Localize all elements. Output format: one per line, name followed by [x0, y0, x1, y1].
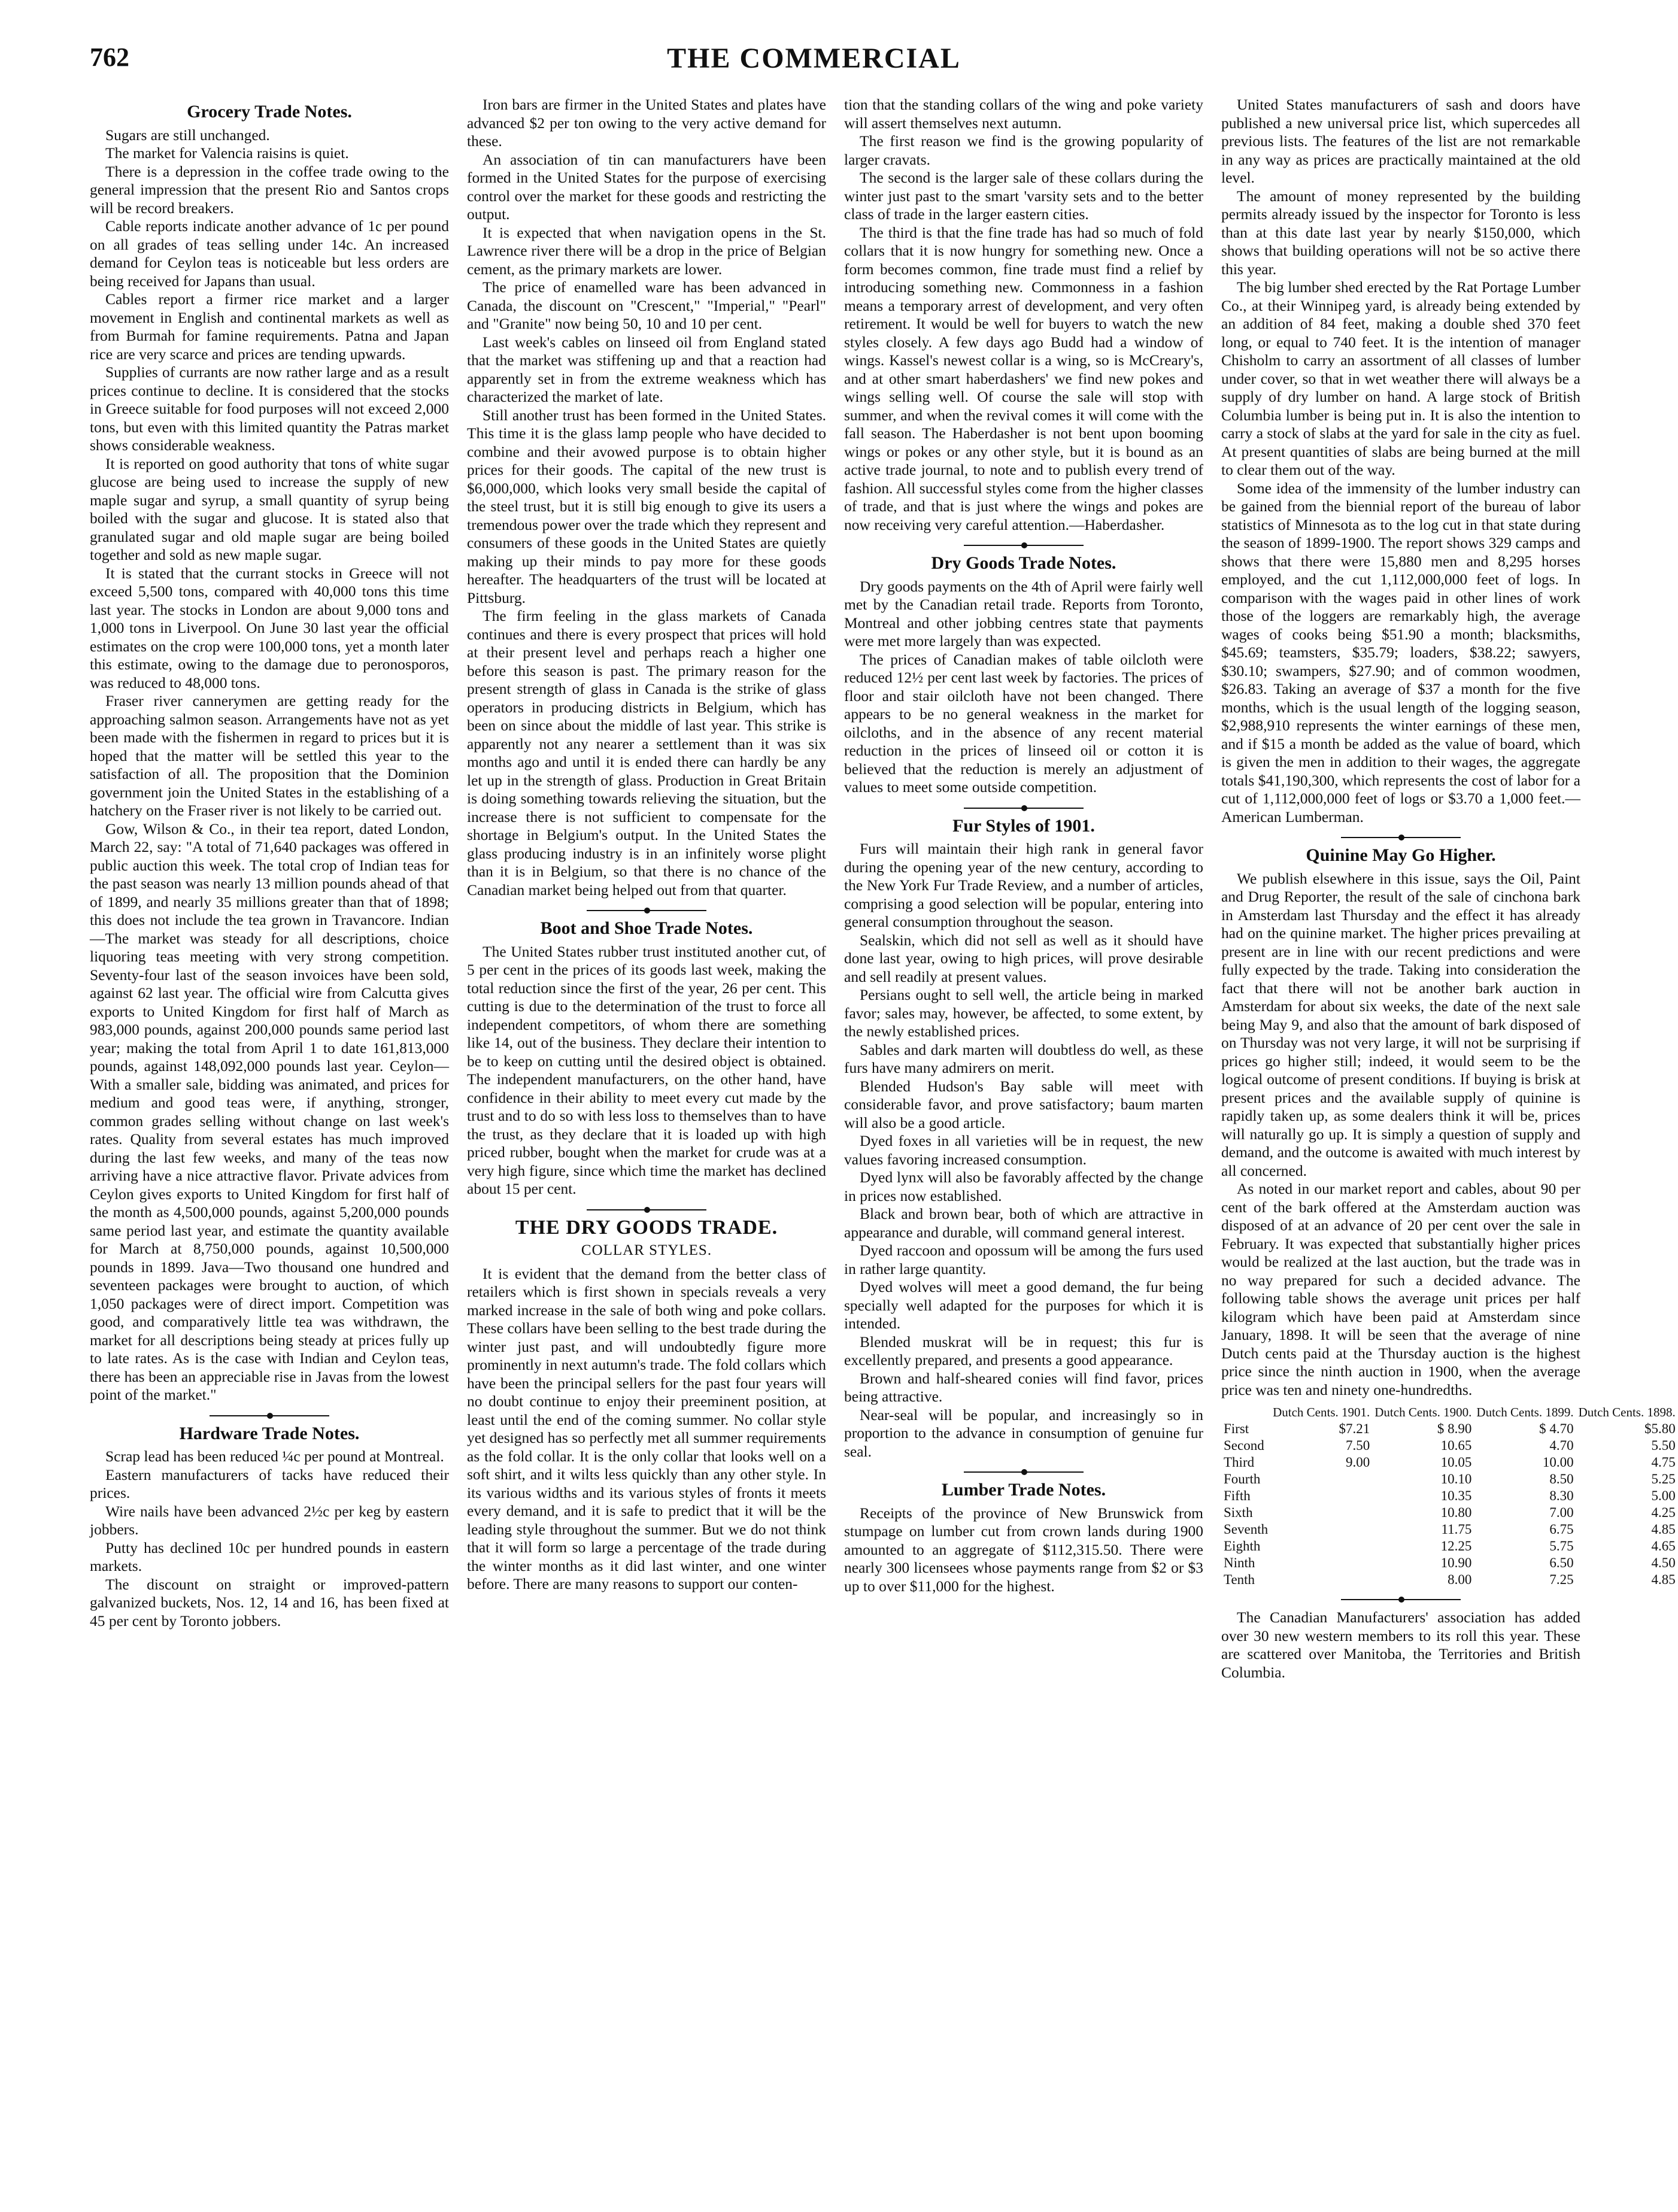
- table-cell: 4.65: [1651, 1539, 1676, 1553]
- table-cell: 10.80: [1440, 1505, 1472, 1520]
- page-header: [90, 42, 1538, 84]
- paragraph: It is stated that the currant stocks in Greece will not exceed 5,500 tons, compared with 40,000 tons this time last year. The stocks in London are about 9,000 tons and 1,000 tons in Liverpool. On June 30 last year the official estimates on the crop were 100,000 tons, yet a month later this estimate, owing to the damage due to peronosporos, was reduced to 48,000 tons.: [90, 564, 449, 691]
- paragraph: United States manufacturers of sash and doors have published a new universal price list, which supercedes all previous lists. The features of the list are not remarkable in any way as prices are practically maintained at the old level.: [1221, 96, 1580, 186]
- paragraph: Iron bars are firmer in the United States and plates have advanced $2 per ton owing to the very active demand for these.: [467, 96, 826, 150]
- section-heading-dry-goods-notes: Dry Goods Trade Notes.: [931, 553, 1116, 573]
- paragraph: Supplies of currants are now rather large and as a result prices continue to decline. It is considered that the stocks in Greece suitable for food purposes will not exceed 2,000 tons, but even with this limited quantity the Patras market shows considerable weakness.: [90, 363, 449, 454]
- paragraph: Cable reports indicate another advance of 1c per pound on all grades of teas selling under 14c. An increased demand for Ceylon teas is noticeable but less orders are being received for Japans than usual.: [90, 217, 449, 290]
- section-divider: [210, 1415, 329, 1416]
- table-cell: 10.90: [1440, 1555, 1472, 1570]
- table-cell: [1270, 1504, 1372, 1521]
- table-cell: Third: [1224, 1455, 1255, 1470]
- section-divider: [1341, 837, 1461, 838]
- table-row: [1221, 1504, 1678, 1521]
- paragraph: Sealskin, which did not sell as well as it should have done last year, owing to high prices, will prove desirable and sell readily at present values.: [844, 931, 1203, 985]
- section-heading-quinine: Quinine May Go Higher.: [1306, 845, 1496, 865]
- table-cell: Fourth: [1224, 1471, 1261, 1486]
- paragraph: Dyed lynx will also be favorably affected by the change in prices now established.: [844, 1169, 1203, 1204]
- paragraph: The market for Valencia raisins is quiet.: [105, 144, 349, 162]
- paragraph: Dry goods payments on the 4th of April were fairly well met by the Canadian retail trade. Reports from Toronto, Montreal and other jobbing centres state that payments were met more largely than was expected.: [844, 577, 1203, 650]
- paragraph: tion that the standing collars of the wing and poke variety will assert themselves next autumn.: [844, 96, 1203, 132]
- paragraph: As noted in our market report and cables, about 90 per cent of the bark offered at the Amsterdam auction was disposed of at an advance of 20 per cent over the sale in February. It was expected that substantially higher prices would be realized at the last auction, but the trade was in no way prepared for such a decided advance. The following table shows the average unit prices per half kilogram which have been paid at Amsterdam since January, 1898. It will be seen that the average of nine Dutch cents paid at the Thursday auction is the highest price since the ninth auction in 1900, when the average price was ten and ninety one-hundredths.: [1221, 1180, 1580, 1398]
- table-cell: 4.25: [1651, 1505, 1676, 1520]
- table-cell: Tenth: [1224, 1572, 1255, 1587]
- table-cell: $ 8.90: [1437, 1421, 1472, 1436]
- table-row: [1221, 1571, 1678, 1588]
- table-cell: 5.50: [1651, 1438, 1676, 1453]
- table-header-cell: Dutch Cents. 1898.: [1578, 1405, 1676, 1419]
- paragraph: Scrap lead has been reduced ¼c per pound at Montreal.: [105, 1448, 444, 1465]
- column-4: [1221, 96, 1676, 2185]
- paragraph: Blended Hudson's Bay sable will meet with considerable favor, and prove satisfactory; baum marten will also be a good article.: [844, 1077, 1203, 1131]
- table-row: [1221, 1521, 1678, 1538]
- paragraph: Some idea of the immensity of the lumber industry can be gained from the biennial report of the bureau of labor statistics of Minnesota as to the log cut in that state during the season of 1899-1900. The report shows 329 camps and shows that there were 15,880 men and 8,295 horses employed, and the cut 1,112,000,000 feet of logs. In comparison with the wages paid in other lines of work those of the loggers are remarkably high, the average wages of cooks being $51.90 a month; blacksmiths, $45.69; teamsters, $35.79; loaders, $38.22; sawyers, $30.10; swampers, $27.90; and of common woodmen, $26.83. Taking an average of $37 a month for the five months, which is the usual length of the logging season, $2,988,910 represents the winter earnings of these men, and if $15 a month be added as the value of board, which is given the men in addition to their wages, the aggregate totals $41,190,300, which represents the cost of labor for a cut of 1,112,000,000 feet of logs or $3.70 a 1,000 feet.—American Lumberman.: [1221, 479, 1580, 826]
- table-cell: [1270, 1521, 1372, 1538]
- paragraph: Blended muskrat will be in request; this fur is excellently prepared, and presents a good appearance.: [844, 1333, 1203, 1369]
- table-row: [1221, 1488, 1678, 1504]
- paragraph: It is evident that the demand from the better class of retailers which is first shown in specials reveals a very marked increase in the sale of both wing and poke collars. These collars have been selling to the best trade during the winter just past, and will undoubtedly figure more prominently in next autumn's trade. The fold collars which have been the principal sellers for the past four years will no doubt continue to enjoy their preeminent position, at least until the end of the coming summer. No collar style yet designed has so perfectly met all summer requirements as the fold collar. It is the only collar that looks well on a soft shirt, and it wilts less quickly than any other style. In its various widths and its various styles of fronts it meets every demand, and it is safe to predict that it will be the leading style throughout the summer. But we do not think that it will form so large a percentage of the trade during the winter months as it did last winter, and one winter before. There are many reasons to support our conten-: [467, 1264, 826, 1592]
- table-cell: $5.80: [1644, 1421, 1676, 1436]
- table-header-row: [1221, 1404, 1678, 1421]
- table-cell: [1270, 1471, 1372, 1488]
- paragraph: Sugars are still unchanged.: [105, 126, 270, 144]
- table-cell: 10.10: [1440, 1471, 1472, 1486]
- table-cell: 10.00: [1542, 1455, 1574, 1470]
- table-cell: [1270, 1538, 1372, 1555]
- paragraph: The discount on straight or improved-pattern galvanized buckets, Nos. 12, 14 and 16, has been fixed at 45 per cent by Toronto jobbers.: [90, 1575, 449, 1630]
- paragraph: The second is the larger sale of these collars during the winter just past to the smart 'varsity sets and to the better class of trade in the larger eastern cities.: [844, 169, 1203, 223]
- paragraph: It is reported on good authority that tons of white sugar glucose are being used to increase the supply of new maple sugar and syrup, a small quantity of syrup being boiled with the sugar and glucose. It is stated also that granulated sugar and old maple sugar are being boiled together and sold as new maple sugar.: [90, 454, 449, 563]
- masthead: THE COMMERCIAL: [667, 43, 961, 74]
- paragraph: Fraser river cannerymen are getting ready for the approaching salmon season. Arrangements have not as yet been made with the fishermen in regard to prices but it is hoped that the matter will be settled this year to the satisfaction of all. The proposition that the Dominion government join the United States in the establishing of a hatchery on the Fraser river is not likely to be carried out.: [90, 692, 449, 819]
- table-cell: $7.21: [1339, 1421, 1370, 1436]
- paragraph: The Canadian Manufacturers' association has added over 30 new western members to its roll this year. These are scattered over Manitoba, the Territories and British Columbia.: [1221, 1609, 1580, 1681]
- paragraph: Eastern manufacturers of tacks have reduced their prices.: [90, 1465, 449, 1501]
- table-cell: Eighth: [1224, 1539, 1261, 1553]
- section-heading-fur-styles: Fur Styles of 1901.: [952, 815, 1095, 836]
- paragraph: Persians ought to sell well, the article being in marked favor; sales may, however, be affected, to some extent, by the newly established prices.: [844, 986, 1203, 1040]
- table-cell: [1270, 1555, 1372, 1571]
- paragraph: There is a depression in the coffee trade owing to the general impression that the present Rio and Santos crops will be record breakers.: [90, 162, 449, 217]
- table-header-cell: Dutch Cents. 1901.: [1273, 1405, 1370, 1419]
- table-cell: 8.00: [1448, 1572, 1472, 1587]
- table-cell: Second: [1224, 1438, 1264, 1453]
- table-header-cell: Dutch Cents. 1900.: [1374, 1405, 1472, 1419]
- paragraph: Dyed wolves will meet a good demand, the fur being specially well adapted for the purposes for which it is intended.: [844, 1278, 1203, 1332]
- section-divider: [1341, 1599, 1461, 1600]
- paragraph: Black and brown bear, both of which are attractive in appearance and durable, will command general interest.: [844, 1205, 1203, 1241]
- table-cell: 4.75: [1651, 1455, 1676, 1470]
- subheading-collar-styles: COLLAR STYLES.: [581, 1242, 712, 1258]
- column-3: [844, 96, 1203, 2185]
- paragraph: The price of enamelled ware has been advanced in Canada, the discount on "Crescent," "Imperial," "Pearl" and "Granite" now being 50, 10 and 10 per cent.: [467, 278, 826, 332]
- table-row: [1221, 1421, 1678, 1437]
- table-row: [1221, 1471, 1678, 1488]
- bark-price-table: [1221, 1404, 1678, 1588]
- table-cell: 6.50: [1549, 1555, 1574, 1570]
- paragraph: Last week's cables on linseed oil from England stated that the market was stiffening up and that a reaction had apparently set in from the extreme weakness which has characterized the market of late.: [467, 333, 826, 405]
- paragraph: We publish elsewhere in this issue, says the Oil, Paint and Drug Reporter, the result of the sale of cinchona bark in Amsterdam last Thursday and the effect it has already had on the quinine market. The higher prices prevailing at present are in line with our recent predictions and were fully expected by the trade. Taking into consideration the fact that there will not be another bark auction in Amsterdam for about six weeks, the date of the next sale being May 9, and also that the amount of bark disposed of on Thursday was not very large, it will not be surprising if prices go higher still; indeed, it would seem to be the logical outcome of present conditions. If buying is brisk at present prices and the available supply of quinine is rapidly taken up, as some dealers think it will be, prices will naturally go up. It is simply a question of supply and demand, and the outcome is awaited with much interest by all concerned.: [1221, 869, 1580, 1179]
- column-1: [90, 96, 449, 2185]
- table-cell: 4.85: [1651, 1522, 1676, 1537]
- section-heading-boot-shoe: Boot and Shoe Trade Notes.: [540, 918, 753, 938]
- paragraph: The amount of money represented by the building permits already issued by the inspector for Toronto is less than at this date last year by nearly $150,000, which shows that building operations will not be so active there this year.: [1221, 187, 1580, 278]
- table-cell: 10.05: [1440, 1455, 1472, 1470]
- table-cell: 7.50: [1346, 1438, 1370, 1453]
- paragraph: Still another trust has been formed in the United States. This time it is the glass lamp people who have decided to combine and their avowed purpose is to obtain higher prices for their goods. The capital of the new trust is $6,000,000, which looks very small beside the capital of the steel trust, but it is still big enough to give its users a tremendous power over the trade which they represent and consumers of these goods in the United States are quietly making up their minds to pay more for these goods hereafter. The headquarters of the trust will be located at Pittsburg.: [467, 406, 826, 606]
- table-cell: 9.00: [1346, 1455, 1370, 1470]
- section-divider: [587, 910, 706, 911]
- table-cell: 10.35: [1440, 1488, 1472, 1503]
- paragraph: Receipts of the province of New Brunswick from stumpage on lumber cut from crown lands during 1900 amounted to an aggregate of $112,315.50. There were nearly 300 licensees whose payments range from $2 or $3 up to over $11,000 for the highest.: [844, 1504, 1203, 1595]
- table-cell: 11.75: [1441, 1522, 1472, 1537]
- table-cell: Ninth: [1224, 1555, 1255, 1570]
- paragraph: The first reason we find is the growing popularity of larger cravats.: [844, 132, 1203, 168]
- column-2: [467, 96, 826, 2185]
- table-cell: 8.50: [1549, 1471, 1574, 1486]
- paragraph: Dyed raccoon and opossum will be among the furs used in rather large quantity.: [844, 1242, 1203, 1278]
- table-cell: 10.65: [1440, 1438, 1472, 1453]
- table-row: [1221, 1555, 1678, 1571]
- table-cell: [1270, 1571, 1372, 1588]
- paragraph: Sables and dark marten will doubtless do well, as these furs have many admirers on merit.: [844, 1040, 1203, 1076]
- table-row: [1221, 1454, 1678, 1471]
- table-cell: 12.25: [1440, 1539, 1472, 1553]
- table-row: [1221, 1538, 1678, 1555]
- paragraph: Putty has declined 10c per hundred pounds in eastern markets.: [90, 1539, 449, 1574]
- table-cell: [1270, 1488, 1372, 1504]
- table-cell: 4.85: [1651, 1572, 1676, 1587]
- table-cell: 4.70: [1549, 1438, 1574, 1453]
- table-header-cell: Dutch Cents. 1899.: [1476, 1405, 1574, 1419]
- table-header-cell: [1221, 1404, 1270, 1421]
- paragraph: The prices of Canadian makes of table oilcloth were reduced 12½ per cent last week by factories. The prices of floor and stair oilcloth have not been changed. There appears to be no general weakness in the market for oilcloths, and in the absence of any recent material reduction in the prices of linseed oil or cotton it is believed that the reduction is merely an adjustment of values to meet some outside competition.: [844, 650, 1203, 796]
- table-cell: 7.25: [1549, 1572, 1574, 1587]
- section-divider: [587, 1209, 706, 1210]
- table-cell: 4.50: [1651, 1555, 1676, 1570]
- section-heading-grocery: Grocery Trade Notes.: [187, 102, 352, 122]
- table-cell: 8.30: [1549, 1488, 1574, 1503]
- section-heading-hardware: Hardware Trade Notes.: [179, 1423, 360, 1443]
- table-cell: Seventh: [1224, 1522, 1269, 1537]
- section-heading-lumber: Lumber Trade Notes.: [941, 1480, 1106, 1500]
- section-divider: [964, 808, 1084, 809]
- paragraph: Near-seal will be popular, and increasingly so in proportion to the advance in consumption of genuine fur seal.: [844, 1406, 1203, 1460]
- table-cell: 7.00: [1549, 1505, 1574, 1520]
- table-cell: 5.25: [1651, 1471, 1676, 1486]
- paragraph: It is expected that when navigation opens in the St. Lawrence river there will be a drop in the price of Belgian cement, as the primary markets are lower.: [467, 223, 826, 278]
- paragraph: The third is that the fine trade has had so much of fold collars that it is now hungry for something new. Once a form becomes common, fine trade must find a relief by introducing something new. Commonness in a fashion means a temporary arrest of development, and very often retirement. It would be well for buyers to watch the new styles closely. A few days ago Budd had a window of wings. Kassel's newest collar is a wing, so is McCreary's, and at other smart haberdashers' we find new pokes and wings selling well. Of course the sale will stop with summer, and when the revival comes it will come with the fall season. The Haberdasher is not bent upon booming wings or pokes or any other style, but it is bound as an active trade journal, to note and to publish every trend of fashion. All successful styles come from the higher classes of trade, and that is just where the wings and pokes are now receiving very careful attention.—Haberdasher.: [844, 223, 1203, 533]
- paragraph: The big lumber shed erected by the Rat Portage Lumber Co., at their Winnipeg yard, is already being extended by an addition of 84 feet, making a double shed 370 feet long, or equal to 740 feet. It is the intention of manager Chisholm to carry an assortment of all classes of lumber under cover, so that in wet weather there will always be a supply of dry lumber on hand. A large stock of British Columbia lumber is being put in. It is also the intention to carry a stock of slabs at the yard for sale in the city as fuel. At present quantities of slabs are being burned at the mill to clear them out of the way.: [1221, 278, 1580, 478]
- paragraph: The United States rubber trust instituted another cut, of 5 per cent in the prices of its goods last week, making the total reduction since the first of the year, 26 per cent. This cutting is due to the determination of the trust to force all independent competitors, of whom there are something like 14, out of the business. They declare their intention to be to keep on cutting until the desired object is obtained. The independent manufacturers, on the other hand, have confidence in their ability to meet every cut made by the trust and to do so with less loss to themselves than to have the trust, as they declare that it is loaded up with high priced rubber, bought when the market for crude was at a very high figure, since which time the market has declined about 15 per cent.: [467, 942, 826, 1197]
- table-cell: $ 4.70: [1539, 1421, 1574, 1436]
- table-cell: 5.75: [1549, 1539, 1574, 1553]
- paragraph: Gow, Wilson & Co., in their tea report, dated London, March 22, say: "A total of 71,640 packages was offered in public auction this week. The total crop of Indian teas for the past season was nearly 13 million pounds ahead of that of 1899, and nearly 35 millions greater than that of 1898; this does not include the tea grown in Travancore. Indian—The market was steady for all descriptions, choice liquoring teas meeting with very strong competition. Seventy-four last of the season invoices have been sold, against 62 last year. The official wire from Calcutta gives exports to United Kingdom for first half of March as 983,000 pounds, against 200,000 pounds same period last year; making the total from April 1 to date 161,813,000 pounds, against 148,092,000 pounds last year. Ceylon—With a smaller sale, bidding was animated, and prices for medium and good teas were, if anything, stronger, common grades selling without change on last week's rates. Quality from several estates has much improved during the last few weeks, and many of the teas now arriving have a nice attractive flavor. Private advices from Ceylon gives exports to United Kingdom for first half of the month as 4,500,000 pounds, against 5,200,000 pounds same period last year, and estimate the quantity available for March at 8,750,000 pounds, against 10,500,000 pounds in 1899. Java—Two thousand one hundred and seventeen packages were brought to auction, of which 1,050 packages were of direct import. Competition was good, and comparatively little tea was withdrawn, the market for all descriptions being steady at prices fully up to late rates. As is the case with Indian and Ceylon teas, there has been an appreciable rise in Javas from the lowest point of the market.": [90, 820, 449, 1403]
- section-divider: [964, 1471, 1084, 1473]
- table-row: [1221, 1437, 1678, 1454]
- paragraph: Cables report a firmer rice market and a larger movement in English and continental markets as well as from Burmah for famine requirements. Patna and Japan rice are very scarce and prices are tending upwards.: [90, 290, 449, 363]
- page-number: 762: [90, 43, 129, 72]
- paragraph: Furs will maintain their high rank in general favor during the opening year of the new century, according to the New York Fur Trade Review, and a number of articles, comprising a good selection will be popular, entering into general consumption throughout the season.: [844, 840, 1203, 930]
- paragraph: Brown and half-sheared conies will find favor, prices being attractive.: [844, 1369, 1203, 1405]
- paragraph: Dyed foxes in all varieties will be in request, the new values favoring increased consumption.: [844, 1132, 1203, 1168]
- table-cell: 5.00: [1651, 1488, 1676, 1503]
- paragraph: The firm feeling in the glass markets of Canada continues and there is every prospect that prices will hold at their present level and perhaps reach a higher one before this season is past. The primary reason for the present strength of glass in Canada is the strike of glass operators in producing districts in Belgium, which has been on since about the middle of last year. This strike is apparently not any nearer a settlement than it was six months ago and until it is ended there can hardly be any let up in the strength of glass. Production in Great Britain is doing something towards relieving the situation, but the increase there is not sufficient to compensate for the shortage in Belgium's output. In the United States the glass producing industry is in an infinitely worse plight than it is in Belgium, so that there is no chance of the Canadian market being helped out from that quarter.: [467, 607, 826, 899]
- table-cell: Fifth: [1224, 1488, 1251, 1503]
- table-cell: Sixth: [1224, 1505, 1253, 1520]
- table-cell: First: [1224, 1421, 1249, 1436]
- section-heading-dry-goods-trade: THE DRY GOODS TRADE.: [515, 1216, 778, 1239]
- paragraph: An association of tin can manufacturers have been formed in the United States for the purpose of exercising control over the market for these goods and restricting the output.: [467, 150, 826, 223]
- paragraph: Wire nails have been advanced 2½c per keg by eastern jobbers.: [90, 1502, 449, 1538]
- table-cell: 6.75: [1549, 1522, 1574, 1537]
- section-divider: [964, 545, 1084, 546]
